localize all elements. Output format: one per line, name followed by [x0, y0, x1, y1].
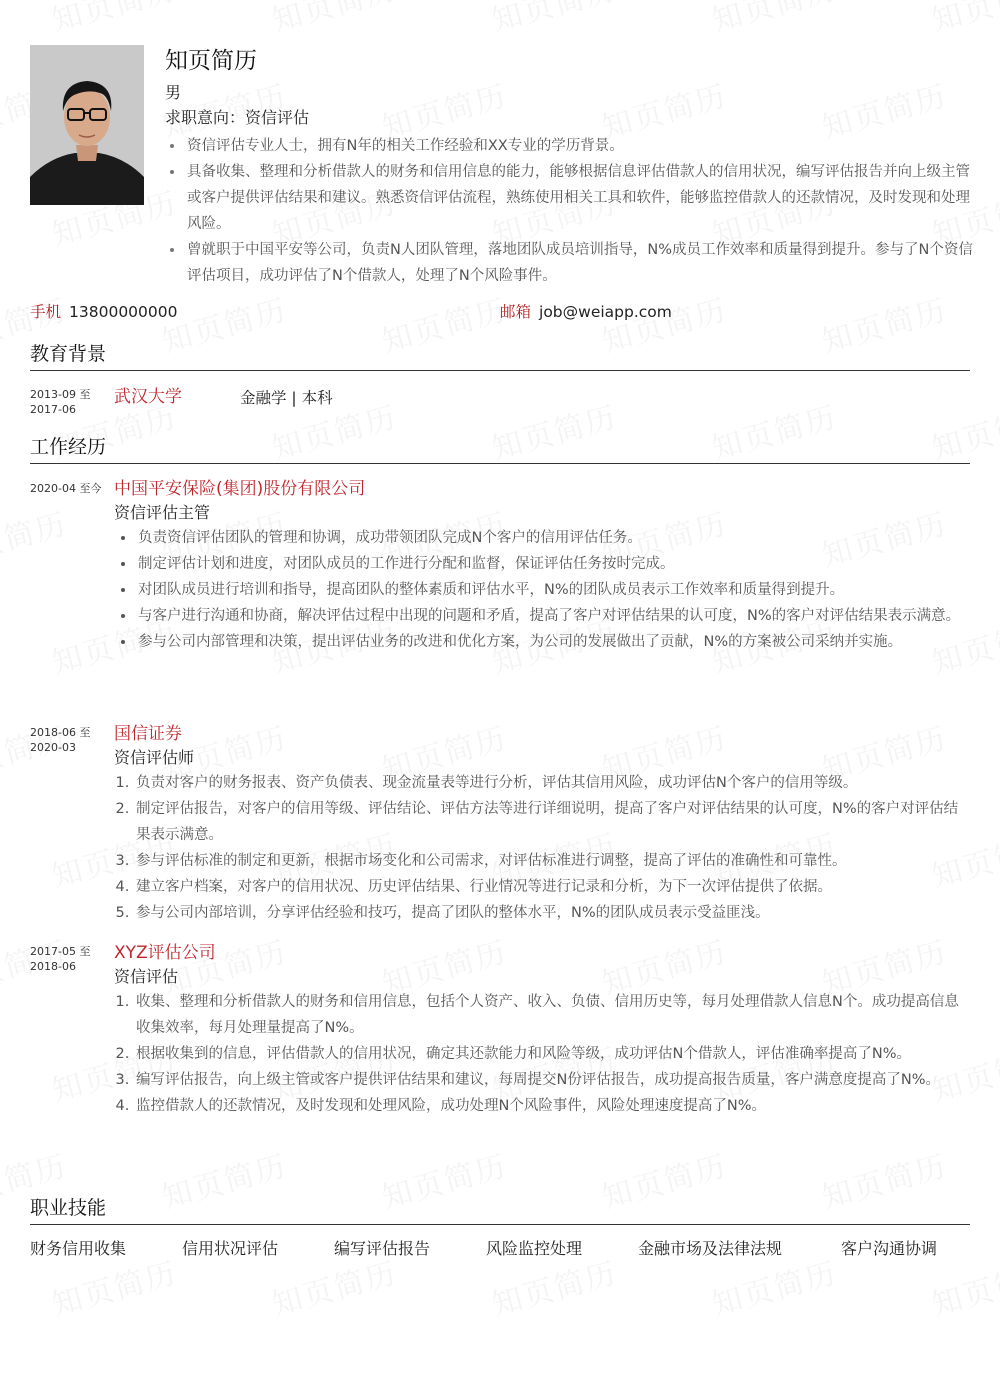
phone-value: 13800000000: [69, 303, 178, 321]
job-date: 2020-04 至今: [30, 482, 102, 495]
job-bullet: • 负责资信评估团队的管理和协调，成功带领团队完成N个客户的信用评估任务。: [136, 525, 970, 551]
job-bullet: • 对团队成员进行培训和指导，提高团队的整体素质和评估水平，N%的团队成员表示工作效率和质量得到提升。: [136, 577, 970, 603]
skill-item: 信用状况评估: [182, 1239, 279, 1258]
job-bullet: 1. 收集、整理和分析借款人的财务和信用信息，包括个人资产、收入、负债、信用历史等，每月处理借款人信息N个。成功提高信息收集效率，每月处理量提高了N%。: [134, 989, 970, 1041]
job-date: 2018-06 至 2020-03: [30, 726, 91, 754]
job-bullet: • 与客户进行沟通和协商，解决评估过程中出现的问题和矛盾，提高了客户对评估结果的认可度，N%的客户对评估结果表示满意。: [136, 603, 970, 629]
job-entry: [114, 722, 970, 926]
email-info: [500, 300, 672, 324]
job-bullet: 4. 监控借款人的还款情况，及时发现和处理风险，成功处理N个风险事件，风险处理速度提高了N%。: [134, 1093, 970, 1119]
skill-item: 财务信用收集: [30, 1239, 127, 1258]
job-company: XYZ评估公司: [114, 943, 216, 963]
phone-label: 手机: [30, 303, 62, 321]
job-intent-value: 资信评估: [245, 108, 310, 127]
job-role: 资信评估师: [114, 748, 195, 767]
job-bullet: 5. 参与公司内部培训，分享评估经验和技巧，提高了团队的整体水平，N%的团队成员表示受益匪浅。: [134, 900, 970, 926]
job-bullet: • 制定评估计划和进度，对团队成员的工作进行分配和监督，保证评估任务按时完成。: [136, 551, 970, 577]
skill-item: 风险监控处理: [486, 1239, 583, 1258]
job-entry: [114, 477, 970, 655]
job-bullet: 1. 负责对客户的财务报表、资产负债表、现金流量表等进行分析，评估其信用风险，成功评估N个客户的信用等级。: [134, 770, 970, 796]
education-section-title: 教育背景: [30, 340, 970, 371]
summary-item: • 曾就职于中国平安等公司，负责N人团队管理，落地团队成员培训指导，N%成员工作效率和质量得到提升。参与了N个资信评估项目，成功评估了N个借款人，处理了N个风险事件。: [185, 237, 975, 289]
skill-item: 客户沟通协调: [841, 1239, 938, 1258]
job-bullet: 3. 参与评估标准的制定和更新，根据市场变化和公司需求，对评估标准进行调整，提高了评估的准确性和可靠性。: [134, 848, 970, 874]
job-bullets: [114, 770, 970, 926]
job-bullets: [114, 525, 970, 655]
watermark-text: [706, 0, 841, 40]
job-intent-label: 求职意向：: [165, 108, 246, 127]
watermark-text: [0, 499, 72, 575]
email-label: 邮箱: [500, 303, 532, 321]
watermark-text: [46, 0, 181, 40]
education-major: 金融学 | 本科: [240, 389, 333, 407]
job-intent: [165, 105, 975, 131]
summary-item: • 资信评估专业人士，拥有N年的相关工作经验和XX专业的学历背景。: [185, 133, 975, 159]
watermark-text: [486, 0, 621, 40]
education-date: 2013-09 至 2017-06: [30, 388, 91, 416]
skill-item: 编写评估报告: [334, 1239, 431, 1258]
job-bullet: 4. 建立客户档案，对客户的信用状况、历史评估结果、行业情况等进行记录和分析，为下一次评估提供了依据。: [134, 874, 970, 900]
work-section-title: 工作经历: [30, 433, 970, 464]
job-bullets: [114, 989, 970, 1119]
summary-list: [165, 133, 975, 289]
job-company: 中国平安保险(集团)股份有限公司: [114, 479, 366, 499]
watermark-text: [926, 0, 1000, 40]
phone-info: [30, 300, 178, 324]
job-bullet: 2. 根据收集到的信息，评估借款人的信用状况，确定其还款能力和风险等级，成功评估N个借款人，评估准确率提高了N%。: [134, 1041, 970, 1067]
job-bullet: • 参与公司内部管理和决策，提出评估业务的改进和优化方案，为公司的发展做出了贡献，N%的方案被公司采纳并实施。: [136, 629, 970, 655]
summary-item: • 具备收集、整理和分析借款人的财务和信用信息的能力，能够根据信息评估借款人的信用状况，编写评估报告并向上级主管或客户提供评估结果和建议。熟悉资信评估流程，熟练使用相关工具和软件，能够监控借款人的还款情况，及时发现和处理风险。: [185, 159, 975, 237]
email-value: job@weiapp.com: [539, 303, 672, 321]
education-school: 武汉大学: [114, 387, 182, 407]
resume-name: 知页简历: [165, 48, 257, 74]
job-bullet: 3. 编写评估报告，向上级主管或客户提供评估结果和建议，每周提交N份评估报告，成功提高报告质量，客户满意度提高了N%。: [134, 1067, 970, 1093]
job-entry: [114, 941, 970, 1119]
skills-section-title: 职业技能: [30, 1194, 970, 1225]
profile-header: [165, 44, 975, 289]
job-date: 2017-05 至 2018-06: [30, 945, 91, 973]
job-role: 资信评估: [114, 967, 179, 986]
job-company: 国信证券: [114, 724, 182, 744]
watermark-text: [266, 0, 401, 40]
job-role: 资信评估主管: [114, 503, 211, 522]
skill-item: 金融市场及法律法规: [638, 1239, 783, 1258]
job-bullet: 2. 制定评估报告，对客户的信用等级、评估结论、评估方法等进行详细说明，提高了客户对评估结果的认可度，N%的客户对评估结果表示满意。: [134, 796, 970, 848]
skills-row: [30, 1236, 970, 1262]
profile-photo: [30, 45, 144, 205]
gender: 男: [165, 83, 182, 102]
